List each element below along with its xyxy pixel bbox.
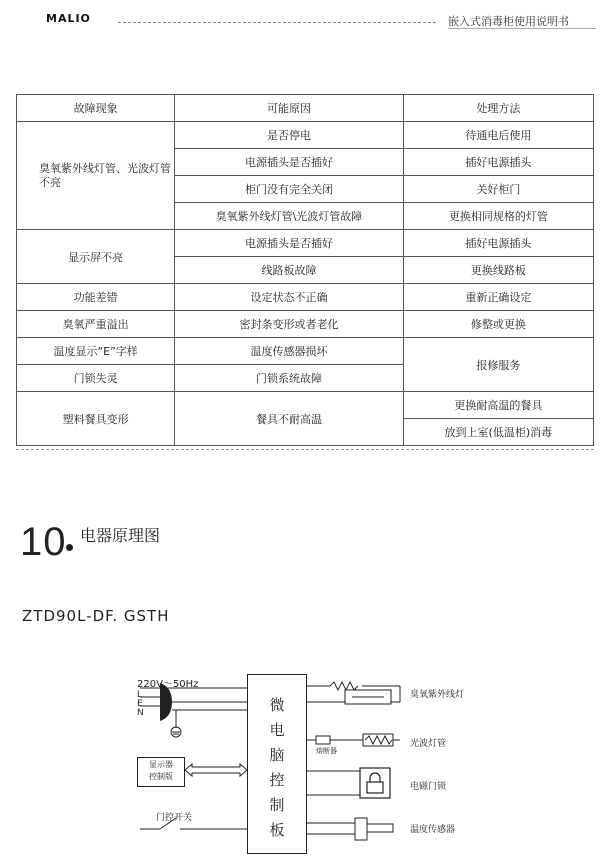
fix-cell: 更换耐高温的餐具 — [403, 392, 593, 419]
symptom-cell: 臭氧紫外线灯管、光波灯管不亮 — [17, 122, 175, 230]
controller-char: 板 — [269, 821, 285, 839]
fix-cell: 重新正确设定 — [403, 284, 593, 311]
column-header-fix: 处理方法 — [403, 95, 593, 122]
plug-letter-e: E — [137, 699, 143, 709]
controller-char: 控 — [269, 771, 285, 789]
cause-cell: 线路板故障 — [175, 257, 403, 284]
display-board-line-1: 显示器 — [149, 760, 173, 769]
fix-cell: 报修服务 — [403, 338, 593, 392]
fix-cell: 插好电源插头 — [403, 149, 593, 176]
symptom-cell: 显示屏不亮 — [17, 230, 175, 284]
component-magnetic-lock: 电磁门锁 — [410, 782, 447, 792]
fix-cell: 关好柜门 — [403, 176, 593, 203]
controller-char: 电 — [269, 721, 285, 739]
fuse-label: 熔断器 — [316, 747, 337, 755]
fix-cell: 待通电后使用 — [403, 122, 593, 149]
symptom-cell: 功能差错 — [17, 284, 175, 311]
cause-cell: 柜门没有完全关闭 — [175, 176, 403, 203]
bidirectional-arrow-icon — [185, 764, 247, 776]
component-light-wave-lamp: 光波灯管 — [410, 739, 447, 749]
brand-logo: MALIO — [46, 12, 91, 25]
cause-cell: 门锁系统故障 — [175, 365, 403, 392]
display-control-board — [137, 757, 185, 787]
section-number: 10 — [20, 520, 67, 564]
fix-cell: 修整或更换 — [403, 311, 593, 338]
component-temperature-sensor: 温度传感器 — [410, 825, 456, 835]
fix-cell: 放到上室(低温柜)消毒 — [403, 419, 593, 446]
column-header-cause: 可能原因 — [175, 95, 403, 122]
cause-cell: 电源插头是否插好 — [175, 149, 403, 176]
fuse-icon — [316, 736, 330, 744]
symptom-cell: 温度显示“E”字样 — [17, 338, 175, 365]
heater-lamp-icon — [363, 734, 393, 746]
column-header-symptom: 故障现象 — [17, 95, 175, 122]
door-switch-label: 门控开关 — [156, 813, 193, 823]
symptom-cell: 臭氧严重溢出 — [17, 311, 175, 338]
display-board-line-2: 控制版 — [149, 772, 173, 781]
ballast-icon — [330, 682, 358, 690]
section-title: 电器原理图 — [80, 526, 161, 545]
plug-letter-n: N — [137, 708, 144, 718]
cause-cell: 臭氧紫外线灯管\光波灯管故障 — [175, 203, 403, 230]
component-uv-lamp: 臭氧紫外线灯 — [410, 690, 465, 700]
cause-cell: 电源插头是否插好 — [175, 230, 403, 257]
cause-cell: 温度传感器损坏 — [175, 338, 403, 365]
controller-char: 微 — [269, 696, 285, 714]
fix-cell: 插好电源插头 — [403, 230, 593, 257]
model-number: ZTD90L-DF. GSTH — [22, 607, 170, 625]
symptom-cell: 门锁失灵 — [17, 365, 175, 392]
sensor-probe-icon — [355, 818, 367, 840]
voltage-label: 220V～50Hz — [137, 679, 199, 690]
manual-title: 嵌入式消毒柜使用说明书 — [448, 15, 569, 28]
cause-cell: 密封条变形或者老化 — [175, 311, 403, 338]
cause-cell: 设定状态不正确 — [175, 284, 403, 311]
cause-cell: 是否停电 — [175, 122, 403, 149]
plug-letter-l: L — [137, 690, 143, 700]
symptom-cell: 塑料餐具变形 — [17, 392, 175, 446]
controller-char: 脑 — [269, 746, 285, 764]
controller-char: 制 — [269, 796, 285, 814]
fix-cell: 更换线路板 — [403, 257, 593, 284]
cause-cell: 餐具不耐高温 — [175, 392, 403, 446]
microcontroller-board — [247, 674, 307, 854]
fix-cell: 更换相同规格的灯管 — [403, 203, 593, 230]
